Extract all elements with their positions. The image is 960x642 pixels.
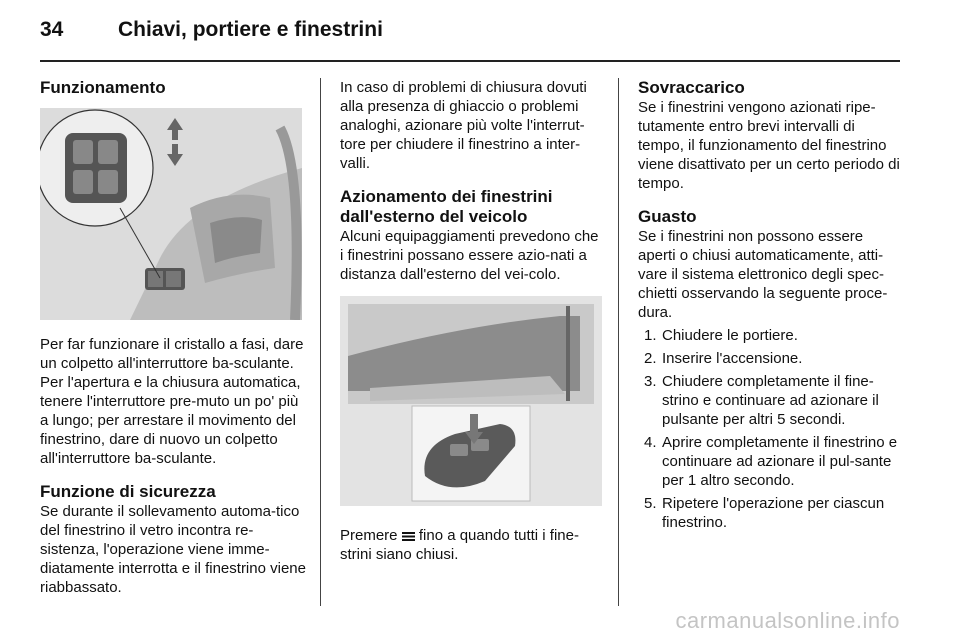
list-item [638, 349, 902, 368]
list-text: Chiudere completamente il fine-strino e continuare ad azionare il pulsante per altri 5 secondi. [662, 373, 879, 428]
column-divider [618, 78, 619, 606]
window-switch-figure [40, 108, 302, 320]
watermark: carmanualsonline.info [675, 608, 900, 633]
paragraph: Se i finestrini vengono azionati ripe-tutamente entro brevi intervalli di tempo, il funzionamento del finestrino viene disattivato per un certo periodo di tempo. [638, 99, 900, 192]
list-number: 5. [644, 495, 657, 512]
section-heading: Funzione di sicurezza [40, 482, 216, 501]
page-title: Chiavi, portiere e finestrini [118, 18, 383, 41]
list-item [638, 433, 902, 490]
paragraph [340, 526, 602, 564]
key-remote-illustration [340, 296, 602, 506]
list-number: 3. [644, 373, 657, 390]
procedure-list [638, 326, 902, 532]
key-remote-figure [340, 296, 602, 506]
section-heading: Guasto [638, 207, 697, 226]
list-text: Chiudere le portiere. [662, 327, 798, 344]
list-number: 1. [644, 327, 657, 344]
section-heading: Funzionamento [40, 78, 166, 97]
column-1 [40, 78, 306, 597]
list-number: 2. [644, 350, 657, 367]
list-text: Ripetere l'operazione per ciascun finestrino. [662, 495, 885, 531]
door-switch-illustration [40, 108, 302, 320]
column-2 [340, 78, 602, 564]
paragraph: In caso di problemi di chiusura dovuti alla presenza di ghiaccio o problemi analoghi, azionare più volte l'interrut-tore per chiudere il finestrino a inter-valli. [340, 79, 587, 172]
paragraph: Se i finestrini non possono essere aperti o chiusi automaticamente, atti-vare il sistema elettronico degli spec-chietti osservando la seguente proce-dura. [638, 228, 888, 321]
paragraph: Se durante il sollevamento automa-tico del finestrino il vetro incontra re-sistenza, l'operazione viene imme-diatamente interrotta e il finestrino viene riabbassato. [40, 503, 306, 596]
list-number: 4. [644, 434, 657, 451]
text-fragment: fino a quando tutti i fine-strini siano chiusi. [340, 527, 579, 563]
header-rule [40, 60, 900, 62]
list-text: Inserire l'accensione. [662, 350, 803, 367]
list-item [638, 326, 902, 345]
paragraph: Per far funzionare il cristallo a fasi, dare un colpetto all'interruttore ba-sculante. Per l'apertura e la chiusura automatica, tenere l'interruttore pre-muto un po' più a lungo; per arrestare il movimento del finestrino, dare di nuovo un colpetto all'interruttore ba-sculante. [40, 336, 304, 467]
lock-button-icon [402, 531, 415, 541]
page-number: 34 [40, 18, 64, 41]
section-heading: Azionamento dei finestrini dall'esterno del veicolo [340, 187, 553, 226]
list-item [638, 494, 902, 532]
list-text: Aprire completamente il finestrino e continuare ad azionare il pul-sante per 1 altro secondo. [662, 434, 898, 489]
column-divider [320, 78, 321, 606]
list-item [638, 372, 902, 429]
section-heading: Sovraccarico [638, 78, 745, 97]
text-fragment: Premere [340, 527, 402, 544]
column-3 [638, 78, 902, 536]
paragraph: Alcuni equipaggiamenti prevedono che i finestrini possano essere azio-nati a distanza dall'esterno del vei-colo. [340, 228, 599, 283]
